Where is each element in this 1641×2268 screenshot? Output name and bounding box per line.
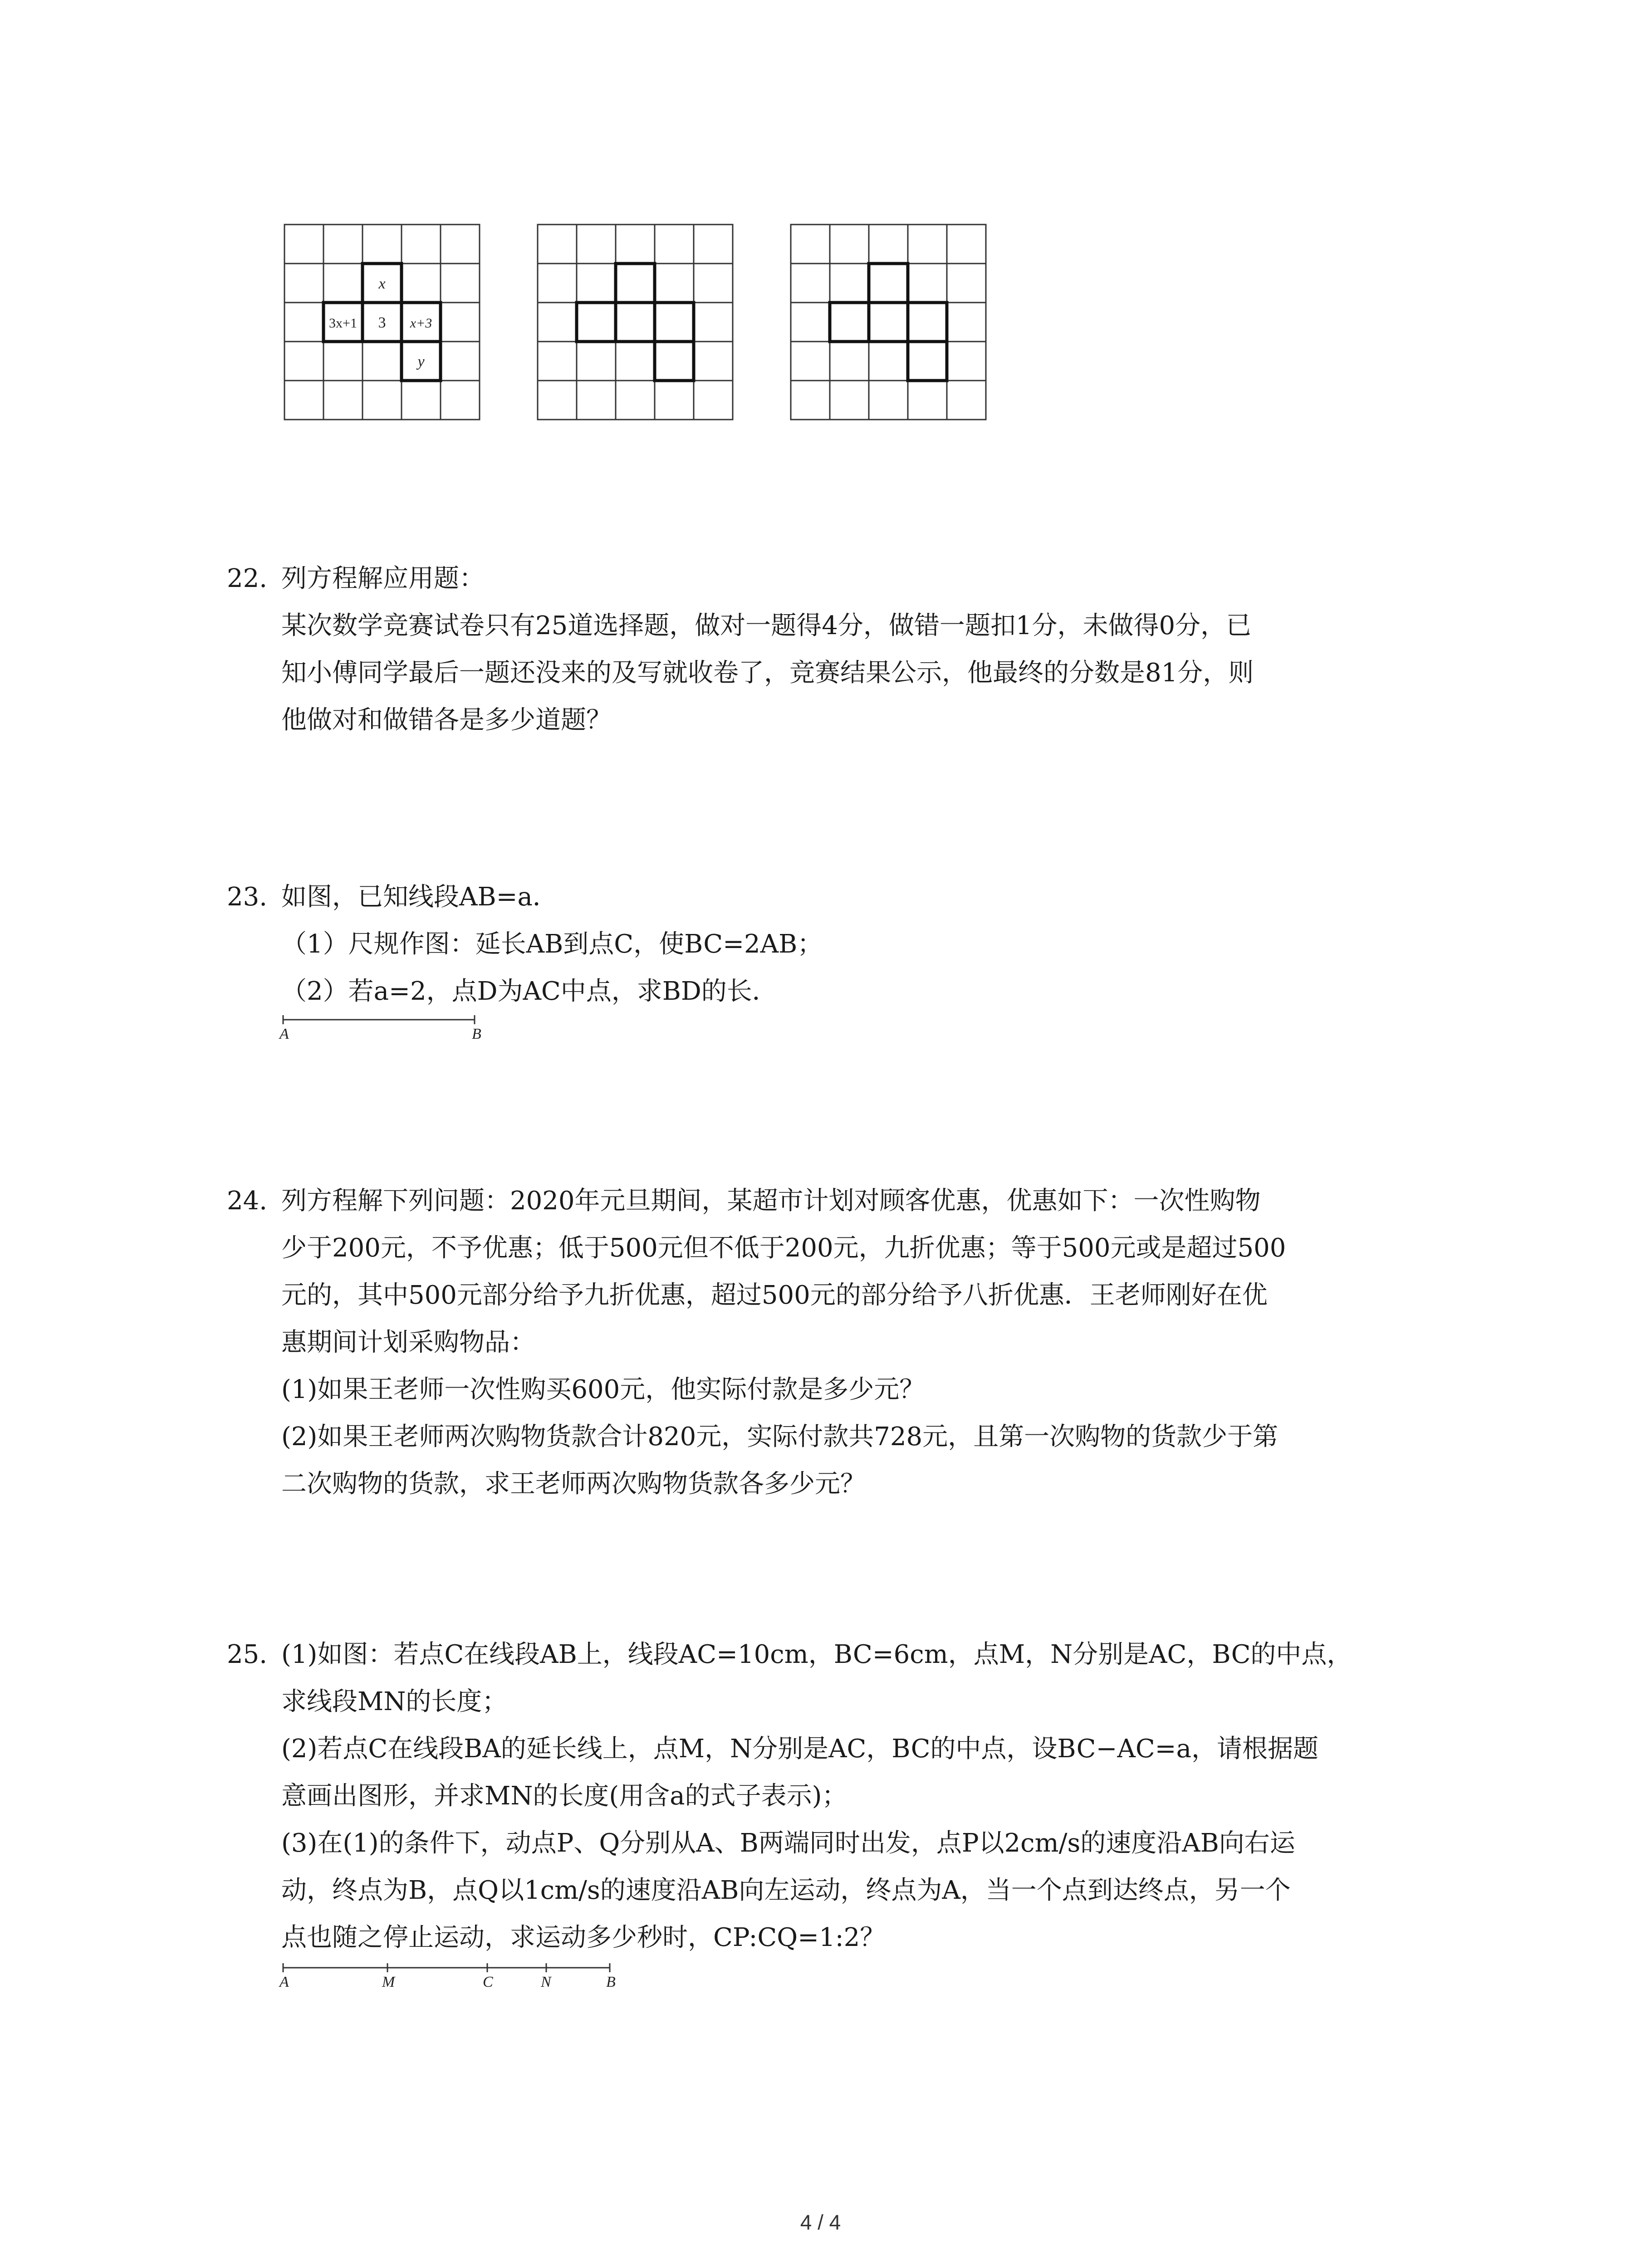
question-text-line: 某次数学竞赛试卷只有25道选择题，做对一题得4分，做错一题扣1分，未做得0分，已: [281, 611, 1252, 640]
grid-cell-top: x: [378, 275, 386, 292]
question-number: 22.: [227, 564, 268, 593]
grid-cell-right: x+3: [410, 316, 432, 331]
question-25: [227, 1631, 1352, 1961]
grid-figure-3: [790, 224, 988, 421]
question-number: 25.: [227, 1640, 268, 1669]
segment-amcnb-figure: [277, 1959, 622, 1990]
point-label-b: B: [606, 1974, 616, 1990]
question-text-line: 求线段MN的长度；: [281, 1687, 508, 1716]
point-label-c: C: [483, 1974, 493, 1990]
grid-cell-left: 3x+1: [329, 316, 357, 331]
question-text-line: 惠期间计划采购物品：: [281, 1328, 535, 1357]
question-part-2: （2）若a=2，点D为AC中点，求BD的长．: [281, 977, 778, 1006]
question-24: [227, 1178, 1286, 1508]
grid-cell-bottom: y: [417, 353, 425, 370]
question-text-line: (1)如果王老师一次性购买600元，他实际付款是多少元？: [281, 1375, 925, 1404]
page-number: 4 / 4: [800, 2210, 841, 2234]
question-23: [227, 874, 823, 1015]
question-number: 23.: [227, 882, 268, 912]
point-label-a: A: [279, 1974, 289, 1990]
question-text-line: 元的，其中500元部分给予九折优惠，超过500元的部分给予八折优惠．王老师刚好在优: [281, 1281, 1268, 1310]
question-number: 24.: [227, 1186, 268, 1216]
question-part-1: （1）尺规作图：延长AB到点C，使BC=2AB；: [281, 929, 823, 959]
question-text-line: 少于200元，不予优惠；低于500元但不低于200元，九折优惠；等于500元或是超过500: [281, 1233, 1286, 1263]
grid-figure-2: [537, 224, 735, 421]
question-text-line: 意画出图形，并求MN的长度(用含a的式子表示)；: [281, 1781, 847, 1811]
point-label-b: B: [472, 1026, 481, 1042]
point-label-a: A: [279, 1026, 289, 1042]
question-text-line: (2)若点C在线段BA的延长线上，点M，N分别是AC，BC的中点，设BC−AC=a，请根据题: [281, 1734, 1318, 1764]
grid-cell-center: 3: [378, 314, 386, 331]
question-stem: 如图，已知线段AB=a．: [281, 882, 558, 912]
question-title: 列方程解应用题：: [281, 564, 485, 593]
segment-ab-figure: [277, 1011, 490, 1042]
question-text-line: 他做对和做错各是多少道题？: [281, 705, 612, 735]
question-text-line: 列方程解下列问题：2020年元旦期间，某超市计划对顾客优惠，优惠如下：一次性购物: [281, 1186, 1261, 1216]
grid-figure-1: [284, 224, 481, 421]
question-text-line: 知小傅同学最后一题还没来的及写就收卷了，竞赛结果公示，他最终的分数是81分，则: [281, 658, 1254, 688]
question-text-line: (2)如果王老师两次购物货款合计820元，实际付款共728元，且第一次购物的货款少于第: [281, 1422, 1279, 1452]
point-label-m: M: [382, 1974, 395, 1990]
question-text-line: (1)如图：若点C在线段AB上，线段AC=10cm，BC=6cm，点M，N分别是AC，BC的中点，: [281, 1640, 1352, 1669]
question-text-line: 动，终点为B，点Q以1cm/s的速度沿AB向左运动，终点为A，当一个点到达终点，另一个: [281, 1876, 1291, 1905]
question-text-line: (3)在(1)的条件下，动点P、Q分别从A、B两端同时出发，点P以2cm/s的速度沿AB向右运: [281, 1828, 1295, 1858]
question-22: [227, 555, 1254, 744]
question-text-line: 点也随之停止运动，求运动多少秒时，CP:CQ=1:2？: [281, 1923, 886, 1952]
point-label-n: N: [541, 1974, 551, 1990]
question-text-line: 二次购物的货款，求王老师两次购物货款各多少元？: [281, 1469, 866, 1499]
